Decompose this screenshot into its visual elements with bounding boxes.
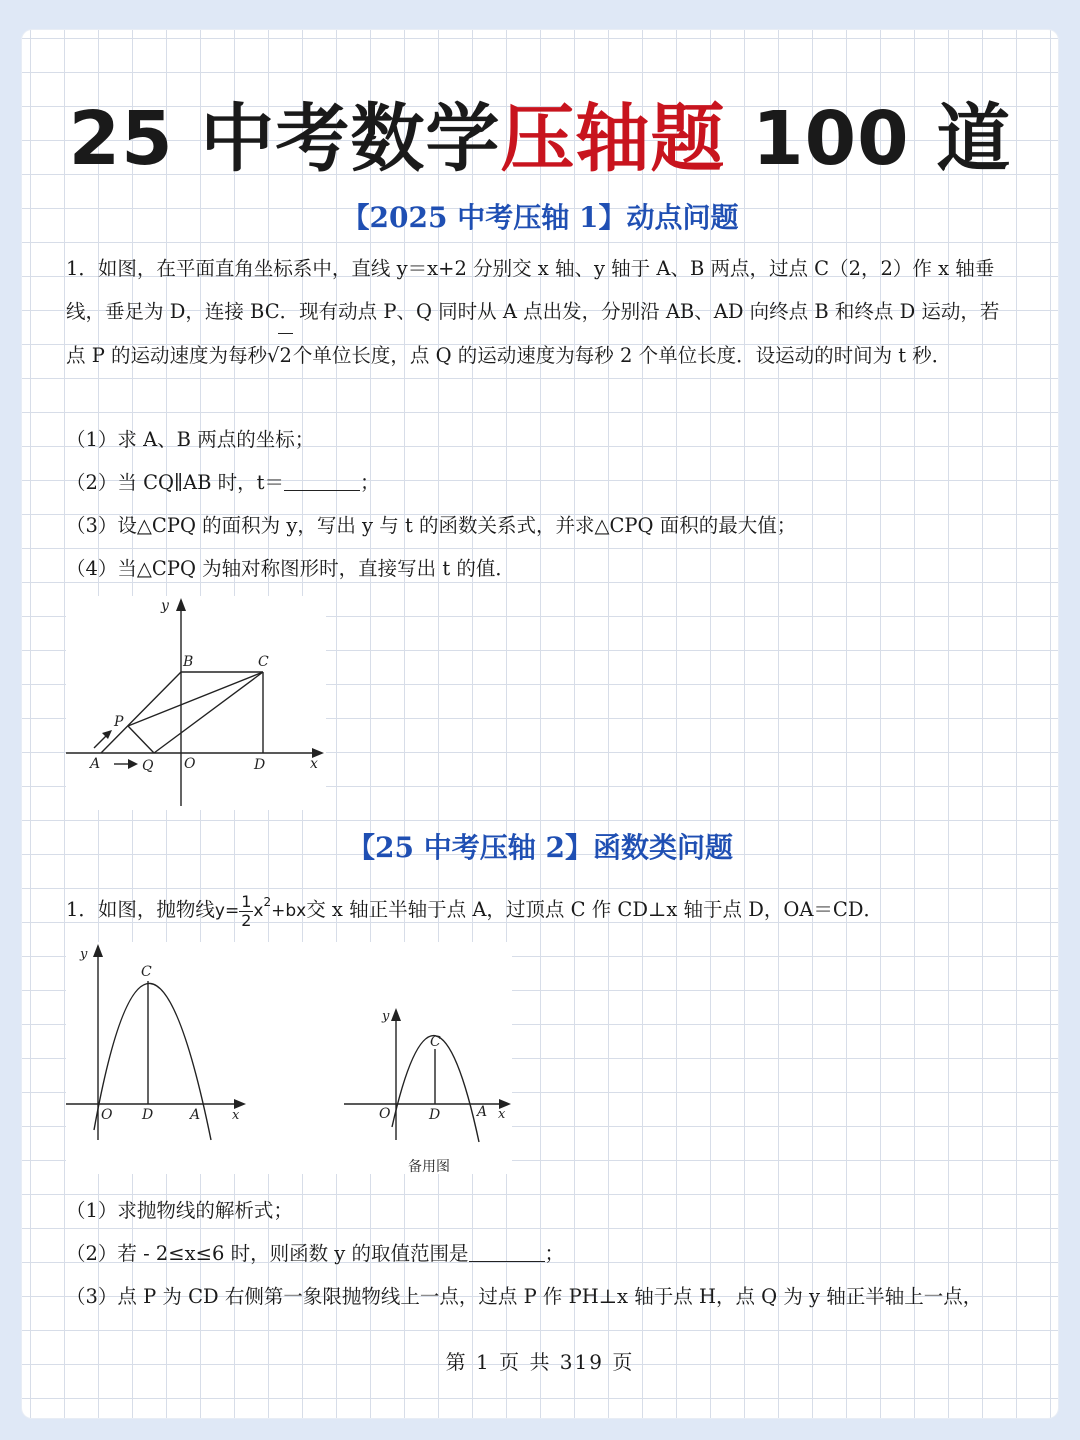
label-D: D [254, 757, 266, 773]
label-C: C [258, 654, 269, 670]
figure-dynamic-point [66, 596, 326, 810]
answer-blank [284, 472, 360, 491]
spare-label-C: C [430, 1034, 441, 1050]
label-x: x [310, 756, 318, 772]
label-y: y [161, 598, 169, 614]
arrow-Q-head [128, 759, 138, 769]
section1-sub1: （1）求 A、B 两点的坐标； [66, 428, 315, 451]
label-B: B [183, 654, 194, 670]
main-label-O: O [101, 1107, 113, 1123]
parabola-formula [214, 891, 307, 930]
section1-sub4: （4）当△CPQ 为轴对称图形时，直接写出 t 的值． [66, 557, 515, 580]
section2-sub1: （1）求抛物线的解析式； [66, 1199, 293, 1222]
page-title [22, 94, 1058, 184]
y-arrow-spare [391, 1008, 401, 1021]
segment-AB [101, 672, 181, 753]
q1-text-part2: 个单位长度，点 Q 的运动速度为每秒 2 个单位长度．设运动的时间为 t 秒． [292, 344, 952, 367]
title-part3: 100 道 [725, 96, 1012, 182]
section2-question-text [66, 882, 883, 931]
main-label-x: x [232, 1108, 240, 1123]
q2-text-part1: 1．如图，抛物线 [66, 898, 215, 921]
spare-figure-caption: 备用图 [408, 1159, 450, 1174]
figure-parabola [66, 942, 512, 1174]
parabola-figures [66, 942, 512, 1174]
main-label-y: y [80, 947, 88, 962]
q1-text-part1: 1．如图，在平面直角坐标系中，直线 y＝x+2 分别交 x 轴、y 轴于 A、B 两点，过点 C（2，2）作 x 轴垂线，垂足为 D，连接 BC．现有动点 P、Q 同时从 A 点出发，分别沿 AB、AD 向终点 B 和终点 D 运动，若点 P 的运动速度为每秒 [66, 257, 1000, 367]
formula-exponent: 2 [263, 895, 272, 909]
frac-denominator: 2 [241, 910, 252, 930]
sqrt-sign: √ [267, 344, 280, 367]
segment-PQ [128, 726, 154, 753]
label-P: P [114, 714, 124, 730]
segment-QC [154, 672, 263, 753]
section2-sub2 [66, 1239, 564, 1269]
section1-sub3: （3）设△CPQ 的面积为 y，写出 y 与 t 的函数关系式，并求△CPQ 面积的最大值； [66, 514, 797, 537]
title-part1: 25 中考数学 [68, 96, 501, 182]
formula-tail: +bx [271, 901, 307, 921]
y-arrow-main [93, 944, 103, 957]
section2-sub3: （3）点 P 为 CD 右侧第一象限抛物线上一点，过点 P 作 PH⊥x 轴于点 H，点 Q 为 y 轴正半轴上一点， [66, 1285, 983, 1308]
page-footer: 第 1 页 共 319 页 [445, 1350, 635, 1374]
spare-label-O: O [379, 1106, 391, 1122]
formula-fraction [239, 893, 253, 930]
label-Q: Q [142, 758, 154, 774]
spare-label-y: y [382, 1009, 390, 1024]
spare-label-x: x [498, 1107, 506, 1122]
title-part2: 压轴题 [500, 96, 726, 182]
coordinate-figure-1 [66, 596, 326, 810]
q2-text-part2: 交 x 轴正半轴于点 A，过顶点 C 作 CD⊥x 轴于点 D，OA＝CD． [306, 898, 883, 921]
segment-PC [128, 672, 263, 726]
label-O: O [184, 756, 196, 772]
formula-x: x [253, 901, 264, 921]
s2-sub2-end: ； [544, 1242, 565, 1265]
sub2-text: （2）当 CQ∥AB 时，t＝ [66, 471, 284, 494]
main-label-D: D [142, 1107, 154, 1123]
frac-numerator: 1 [241, 891, 252, 911]
section1-sub2 [66, 468, 379, 498]
s2-sub2-text: （2）若 - 2≤x≤6 时，则函数 y 的取值范围是 [66, 1242, 469, 1265]
label-A: A [90, 756, 101, 772]
spare-label-A: A [477, 1104, 488, 1120]
section1-question-text [66, 247, 1016, 377]
main-label-A: A [190, 1107, 201, 1123]
sub2-end: ； [359, 471, 380, 494]
section2-heading: 【25 中考压轴 2】函数类问题 [347, 831, 733, 864]
sqrt-value: 2 [278, 333, 292, 377]
s2-answer-blank [469, 1243, 545, 1262]
main-label-C: C [141, 964, 152, 980]
section1-heading: 【2025 中考压轴 1】动点问题 [341, 201, 739, 234]
formula-lhs: y= [214, 901, 240, 921]
y-axis-arrow [176, 598, 186, 611]
worksheet-page [22, 30, 1058, 1418]
spare-label-D: D [429, 1107, 441, 1123]
